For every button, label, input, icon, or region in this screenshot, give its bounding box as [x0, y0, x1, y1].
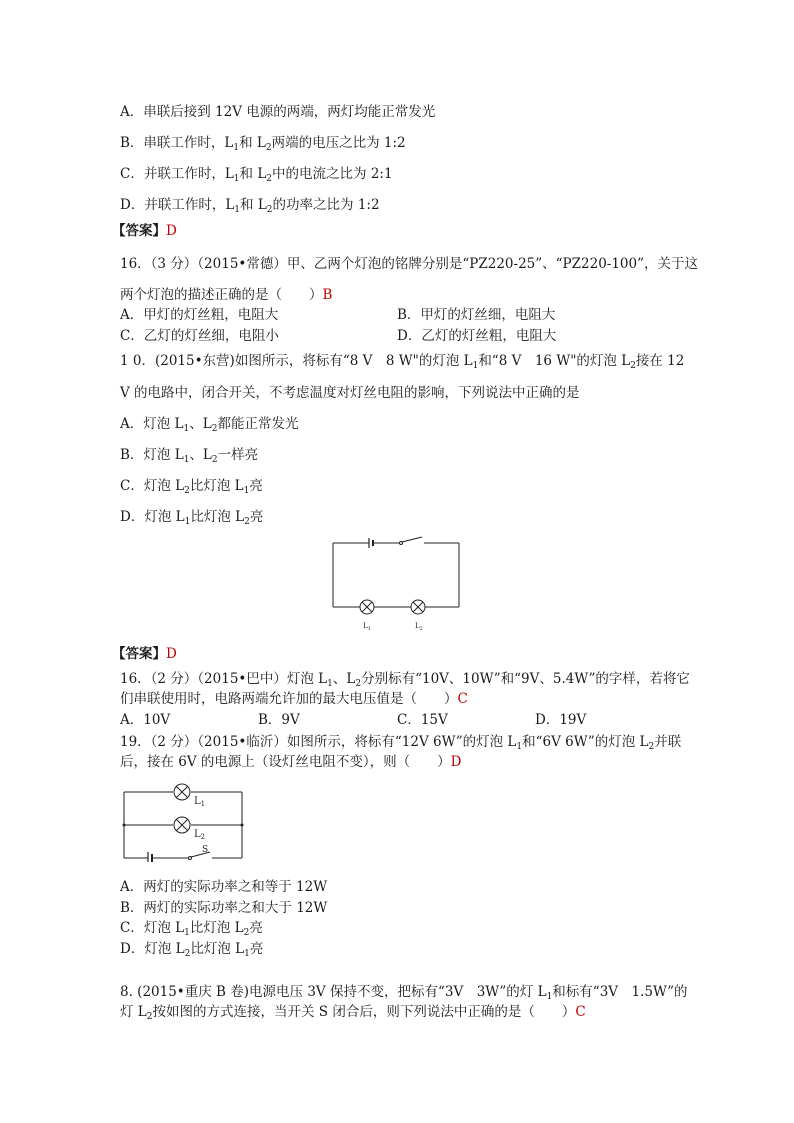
q10-label-l1: $L_1$: [363, 622, 371, 632]
q16b-option-b: B．9V: [258, 712, 300, 728]
q19-option-a: A．两灯的实际功率之和等于 12W: [120, 879, 328, 895]
q16a-stem-line2: [120, 286, 332, 304]
q16a-answer: B: [322, 287, 333, 303]
junction-dot: [241, 824, 244, 827]
q10-option-c: C．灯泡 $L_2$比灯泡 $L_1$亮: [120, 478, 263, 496]
q19-option-b: B．两灯的实际功率之和大于 12W: [120, 900, 328, 916]
answer-label: 【答案】: [112, 223, 166, 239]
q8-answer: C: [575, 1004, 586, 1020]
q16a-options-row1: [120, 306, 556, 324]
q19-stem-line1: 19．（2 分）（2015•临沂）如图所示，将标有“12V 6W”的灯泡 $L_1$和“6V 6W”的灯泡 $L_2$并联: [120, 734, 682, 752]
q16b-option-d: D．19V: [535, 712, 587, 728]
q19-circuit-diagram: [118, 782, 248, 862]
q10-lamp-l1-icon: [360, 600, 374, 614]
q16a-options-row2: [120, 327, 557, 345]
q16b-options: [120, 711, 640, 729]
answer-label: 【答案】: [112, 646, 166, 662]
q16b-answer: C: [457, 691, 468, 707]
q16a-stem-text: 两个灯泡的描述正确的是（ ）: [120, 287, 323, 303]
q16a-stem-line1: 16．（3 分）（2015•常德）甲、乙两个灯泡的铭牌分别是“PZ220-25”、“PZ220-100”，关于这: [120, 256, 699, 272]
q19-label-l1: $L_1$: [194, 796, 206, 808]
q19-lamp-l1-icon: [174, 784, 190, 800]
q19-label-l2: $L_2$: [194, 829, 206, 841]
q8-stem-line1: 8. (2015•重庆 B 卷)电源电压 3V 保持不变，把标有“3V 3W”的灯 $L_1$和标有“3V 1.5W”的: [120, 984, 688, 1002]
option-d: D．并联工作时，$L_1$和 $L_2$的功率之比为 1:2: [120, 197, 380, 215]
answer-line: [112, 222, 177, 240]
q19-stem-line2: 后，接在 6V 的电源上（设灯丝电阻不变），则（ ）D: [120, 754, 462, 770]
q10-stem-line1: 1 0．(2015•东营)如图所示，将标有“8 V 8 W"的灯泡 $L_1$和“8 V 16 W"的灯泡 $L_2$接在 12: [120, 353, 685, 371]
q16b-stem-line1: 16．（2 分）（2015•巴中）灯泡 $L_1$、$L_2$分别标有“10V、10W”和“9V、5.4W”的字样，若将它: [120, 671, 690, 689]
q16a-option-a: A．甲灯的灯丝粗，电阻大: [120, 307, 279, 323]
q19-option-d: D．灯泡 $L_2$比灯泡 $L_1$亮: [120, 941, 264, 959]
q16b-option-a: A．10V: [120, 712, 171, 728]
q16a-option-d: D．乙灯的灯丝粗，电阻大: [397, 328, 557, 344]
q19-answer: D: [450, 754, 462, 770]
q16b-option-c: C．15V: [397, 712, 448, 728]
q10-label-l2: $L_2$: [415, 622, 423, 632]
q10-stem-line2: V 的电路中，闭合开关，不考虑温度对灯丝电阻的影响，下列说法中正确的是: [120, 385, 580, 401]
q19-label-s: S: [202, 845, 209, 855]
q16a-option-b: B．甲灯的灯丝细，电阻大: [397, 307, 556, 323]
q10-option-a: A．灯泡 $L_1$、$L_2$都能正常发光: [120, 416, 299, 434]
q16b-stem-line2: 们串联使用时，电路两端允许加的最大电压值是（ ）C: [120, 691, 468, 707]
q10-circuit-diagram: [325, 535, 467, 635]
option-a: A．串联后接到 12V 电源的两端，两灯均能正常发光: [120, 104, 436, 120]
q10-lamp-l2-icon: [411, 600, 425, 614]
answer-value: D: [166, 223, 177, 239]
junction-dot: [123, 824, 126, 827]
q19-lamp-l2-icon: [174, 817, 190, 833]
q19-option-c: C．灯泡 $L_1$比灯泡 $L_2$亮: [120, 920, 263, 938]
q10-answer-line: [112, 645, 177, 663]
q10-option-b: B．灯泡 $L_1$、$L_2$一样亮: [120, 447, 259, 465]
q10-option-d: D．灯泡 $L_1$比灯泡 $L_2$亮: [120, 509, 264, 527]
q8-stem-line2: 灯 $L_2$按如图的方式连接，当开关 S 闭合后，则下列说法中正确的是（ ）C: [120, 1004, 586, 1022]
q16a-option-c: C．乙灯的灯丝细，电阻小: [120, 328, 279, 344]
answer-value: D: [166, 646, 177, 662]
option-c: C．并联工作时，$L_1$和 $L_2$中的电流之比为 2:1: [120, 166, 393, 184]
option-b: B．串联工作时，$L_1$和 $L_2$两端的电压之比为 1:2: [120, 135, 406, 153]
